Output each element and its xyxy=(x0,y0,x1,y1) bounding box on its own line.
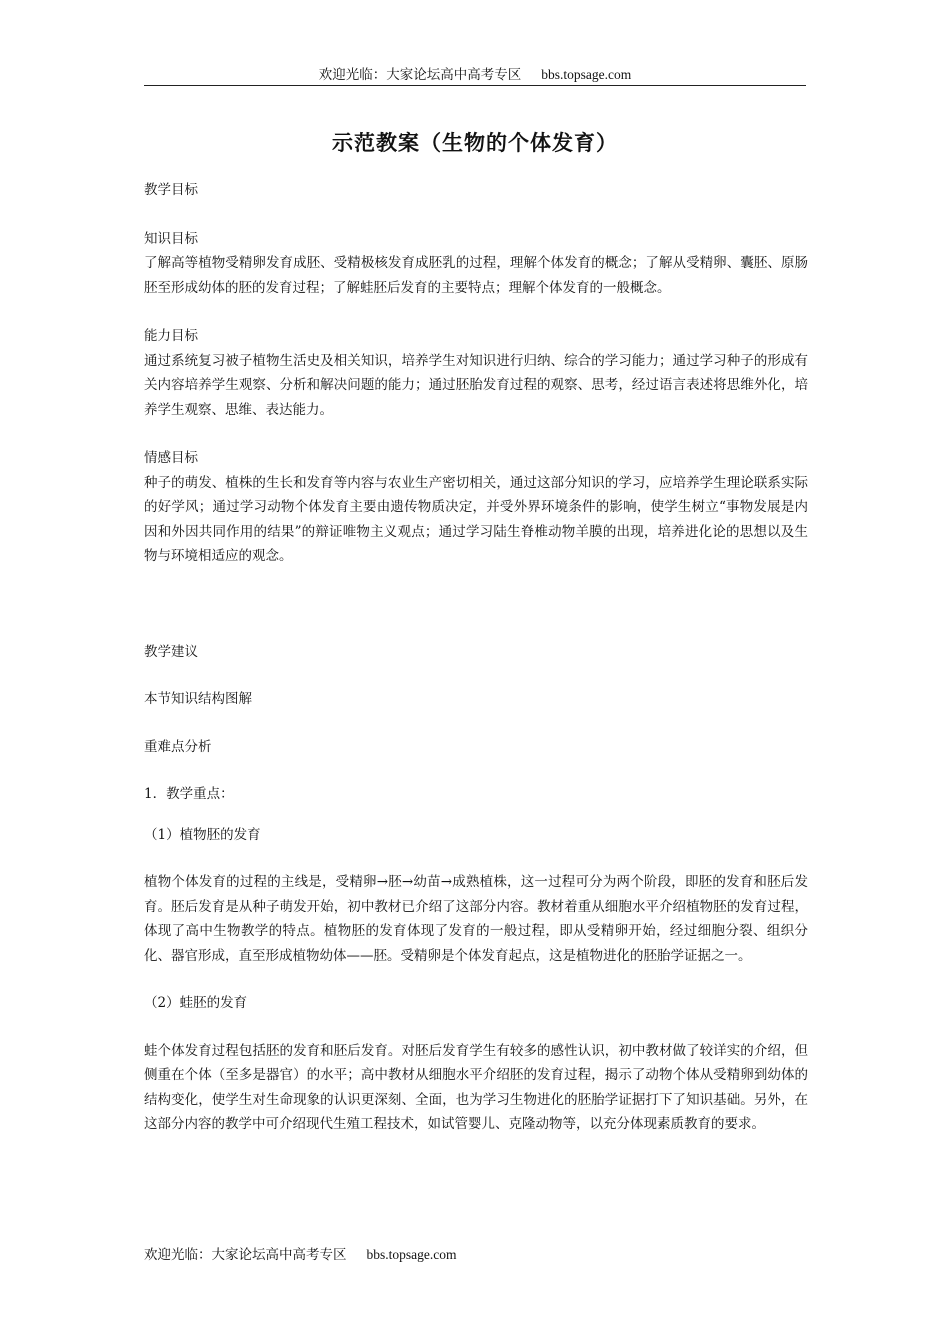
suggestion-heading: 教学建议 xyxy=(144,643,198,660)
focus-heading: 1．教学重点： xyxy=(144,786,234,802)
header-rule xyxy=(144,85,806,86)
footer-url[interactable]: bbs.topsage.com xyxy=(366,1247,457,1262)
header-welcome: 欢迎光临：大家论坛高中高考专区 xyxy=(318,67,522,83)
emotion-heading: 情感目标 xyxy=(144,450,198,466)
emotion-text: 种子的萌发、植株的生长和发育等内容与农业生产密切相关，通过这部分知识的学习，应培养学生理论联系实际的好学风；通过学习动物个体发育主要由遗传物质决定，并受外界环境条件的影响，使学生树立“事物发展是内因和外因共同作用的结果”的辩证唯物主义观点；通过学习陆生脊椎动物羊膜的出现，培养进化论的思想以及生物与环境相适应的观念。 xyxy=(144,474,808,564)
plant-heading: （1）植物胚的发育 xyxy=(144,826,261,843)
ability-heading: 能力目标 xyxy=(144,328,198,344)
frog-heading: （2）蛙胚的发育 xyxy=(144,995,248,1011)
page-footer xyxy=(144,1245,457,1265)
structure-heading: 本节知识结构图解 xyxy=(144,691,252,707)
frog-text: 蛙个体发育过程包括胚的发育和胚后发育。对胚后发育学生有较多的感性认识，初中教材做了较详实的介绍，但侧重在个体（至多是器官）的水平；高中教材从细胞水平介绍胚的发育过程，揭示了动物个体从受精卵到幼体的结构变化，使学生对生命现象的认识更深刻、全面，也为学习生物进化的胚胎学证据打下了知识基础。另外，在这部分内容的教学中可介绍现代生殖工程技术，如试管婴儿、克隆动物等，以充分体现素质教育的要求。 xyxy=(144,1042,808,1132)
footer-welcome: 欢迎光临：大家论坛高中高考专区 xyxy=(144,1247,347,1263)
header-url[interactable]: bbs.topsage.com xyxy=(541,67,632,82)
knowledge-text: 了解高等植物受精卵发育成胚、受精极核发育成胚乳的过程，理解个体发育的概念；了解从受精卵、囊胚、原肠胚至形成幼体的胚的发育过程；了解蛙胚后发育的主要特点；理解个体发育的一般概念。 xyxy=(144,255,808,296)
goals-heading: 教学目标 xyxy=(144,182,198,198)
keypoints-heading: 重难点分析 xyxy=(144,738,212,755)
ability-text: 通过系统复习被子植物生活史及相关知识，培养学生对知识进行归纳、综合的学习能力；通过学习种子的形成有关内容培养学生观察、分析和解决问题的能力；通过胚胎发育过程的观察、思考，经过语言表述将思维外化，培养学生观察、思维、表达能力。 xyxy=(144,352,808,418)
page-title: 示范教案（生物的个体发育） xyxy=(332,130,618,155)
knowledge-heading: 知识目标 xyxy=(144,230,198,247)
page-header xyxy=(144,66,806,86)
document-body xyxy=(144,178,808,1137)
plant-text: 植物个体发育的过程的主线是，受精卵→胚→幼苗→成熟植株，这一过程可分为两个阶段，即胚的发育和胚后发育。胚后发育是从种子萌发开始，初中教材已介绍了这部分内容。教材着重从细胞水平介绍植物胚的发育过程，体现了高中生物教学的特点。植物胚的发育体现了发育的一般过程，即从受精卵开始，经过细胞分裂、组织分化、器官形成，直至形成植物幼体——胚。受精卵是个体发育起点，这是植物进化的胚胎学证据之一。 xyxy=(144,874,808,964)
